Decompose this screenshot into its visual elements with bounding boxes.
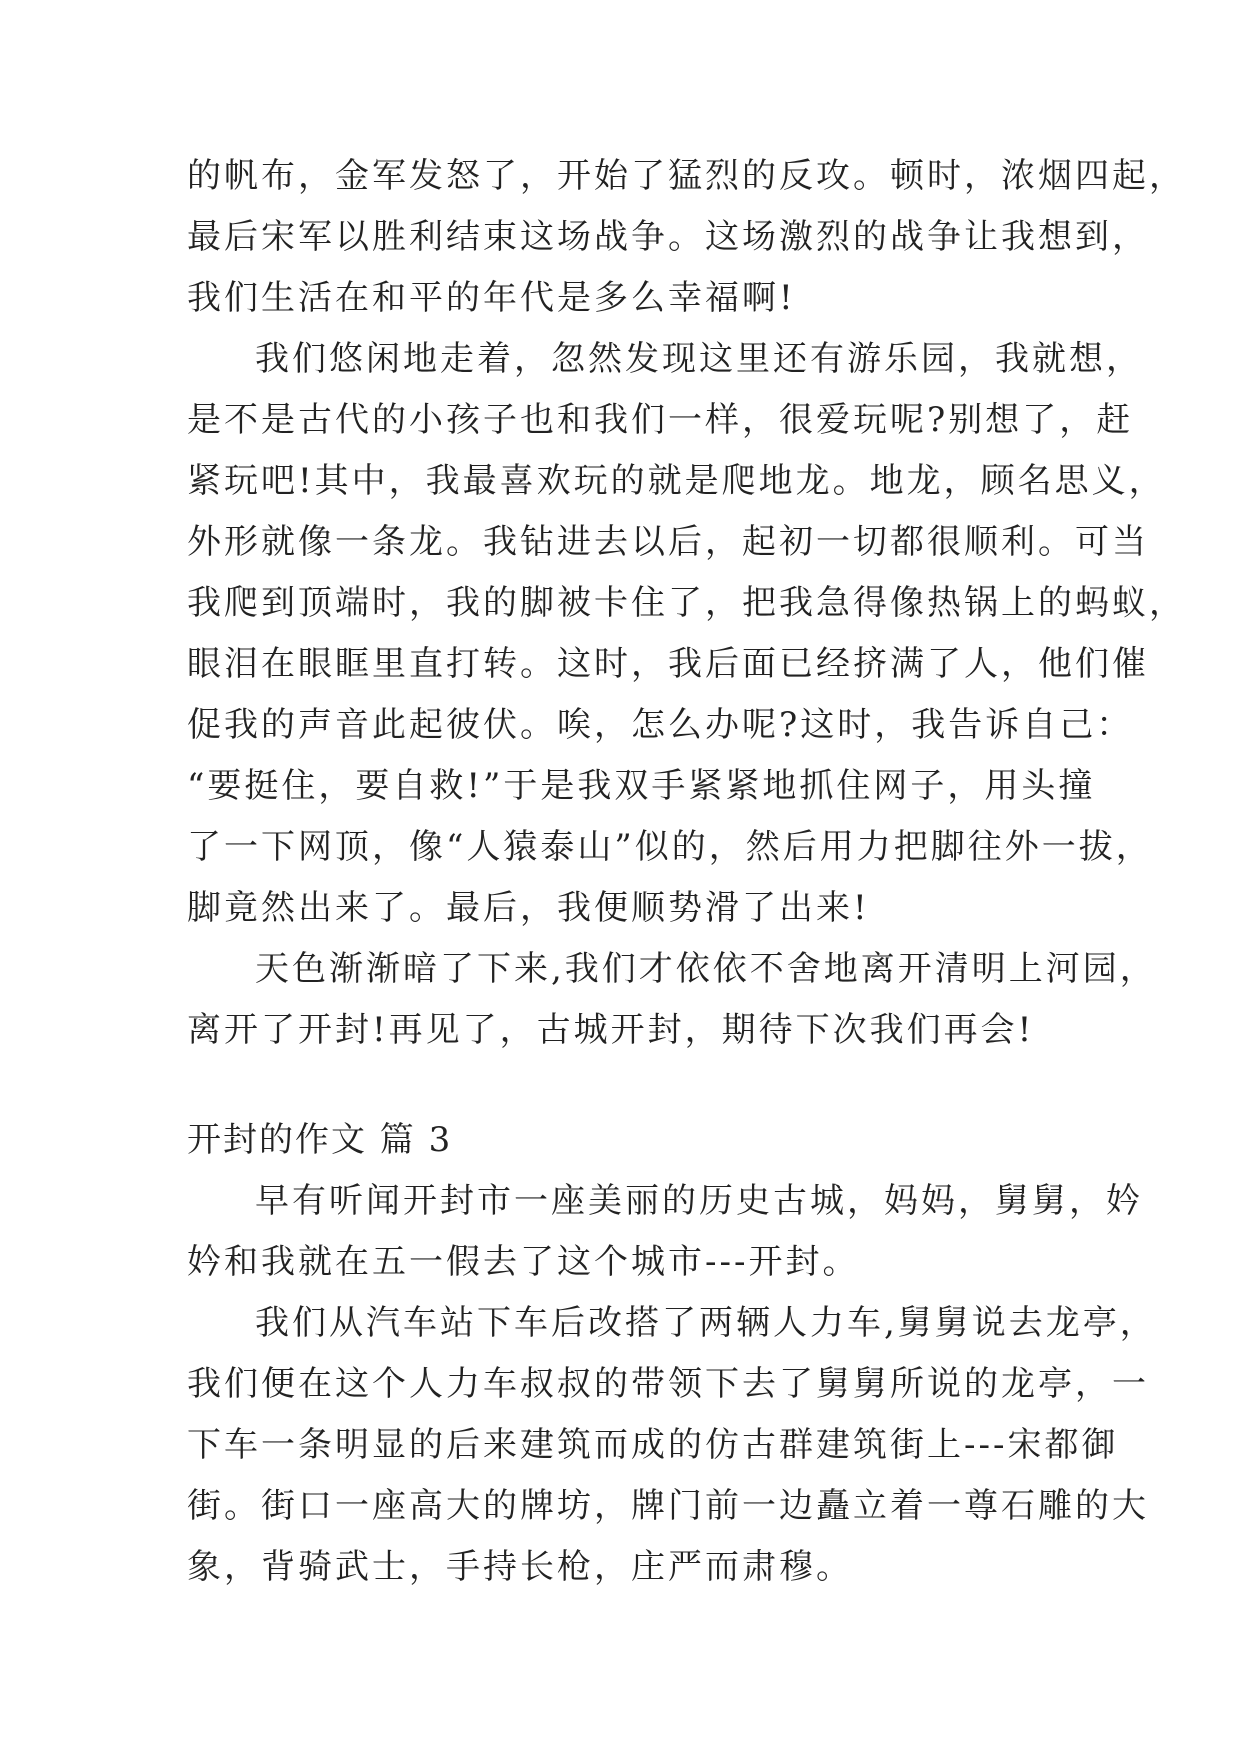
text-line: 我们生活在和平的年代是多么幸福啊!: [187, 278, 796, 318]
section-spacer: [187, 1061, 1053, 1110]
text-line: 是不是古代的小孩子也和我们一样，很爱玩呢?别想了，赶: [187, 400, 1134, 440]
text-line: 我们从汽车站下车后改搭了两辆人力车,舅舅说去龙亭，: [255, 1303, 1157, 1343]
text-line: 天色渐渐暗了下来,我们才依依不舍地离开清明上河园，: [255, 949, 1157, 989]
text-line: 我们便在这个人力车叔叔的带领下去了舅舅所说的龙亭，一: [187, 1364, 1149, 1404]
text-line: 了一下网顶，像“人猿泰山”似的，然后用力把脚往外一拔，: [187, 827, 1153, 867]
text-line: 早有听闻开封市一座美丽的历史古城，妈妈，舅舅，妗: [255, 1181, 1143, 1221]
paragraph: [187, 1293, 1157, 1598]
text-line: 我爬到顶端时，我的脚被卡住了，把我急得像热锅上的蚂蚁，: [187, 583, 1186, 623]
text-line: 我们悠闲地走着，忽然发现这里还有游乐园，我就想，: [255, 339, 1143, 379]
text-line: 的帆布，金军发怒了，开始了猛烈的反攻。顿时，浓烟四起，: [187, 156, 1186, 196]
text-line: 最后宋军以胜利结束这场战争。这场激烈的战争让我想到，: [187, 217, 1149, 257]
paragraph: [187, 146, 1186, 329]
text-line: “要挺住，要自救!”于是我双手紧紧地抓住网子，用头撞: [187, 766, 1096, 806]
text-line: 妗和我就在五一假去了这个城市---开封。: [187, 1242, 860, 1282]
text-line: 下车一条明显的后来建筑而成的仿古群建筑街上---宋都御: [187, 1425, 1119, 1465]
document-body: [187, 146, 1186, 1598]
section-heading: 开封的作文 篇 3: [187, 1120, 453, 1160]
text-line: 外形就像一条龙。我钻进去以后，起初一切都很顺利。可当: [187, 522, 1149, 562]
text-line: 眼泪在眼眶里直打转。这时，我后面已经挤满了人，他们催: [187, 644, 1149, 684]
text-line: 脚竟然出来了。最后，我便顺势滑了出来!: [187, 888, 870, 928]
text-line: 紧玩吧!其中，我最喜欢玩的就是爬地龙。地龙，顾名思义，: [187, 461, 1166, 501]
text-line: 促我的声音此起彼伏。唉，怎么办呢?这时，我告诉自己：: [187, 705, 1134, 745]
paragraph: [187, 939, 1157, 1061]
paragraph: [187, 329, 1186, 939]
text-line: 象，背骑武士，手持长枪，庄严而肃穆。: [187, 1547, 853, 1587]
paragraph: [187, 1171, 1143, 1293]
text-line: 离开了开封!再见了，古城开封，期待下次我们再会!: [187, 1010, 1035, 1050]
text-line: 街。街口一座高大的牌坊，牌门前一边矗立着一尊石雕的大: [187, 1486, 1149, 1526]
